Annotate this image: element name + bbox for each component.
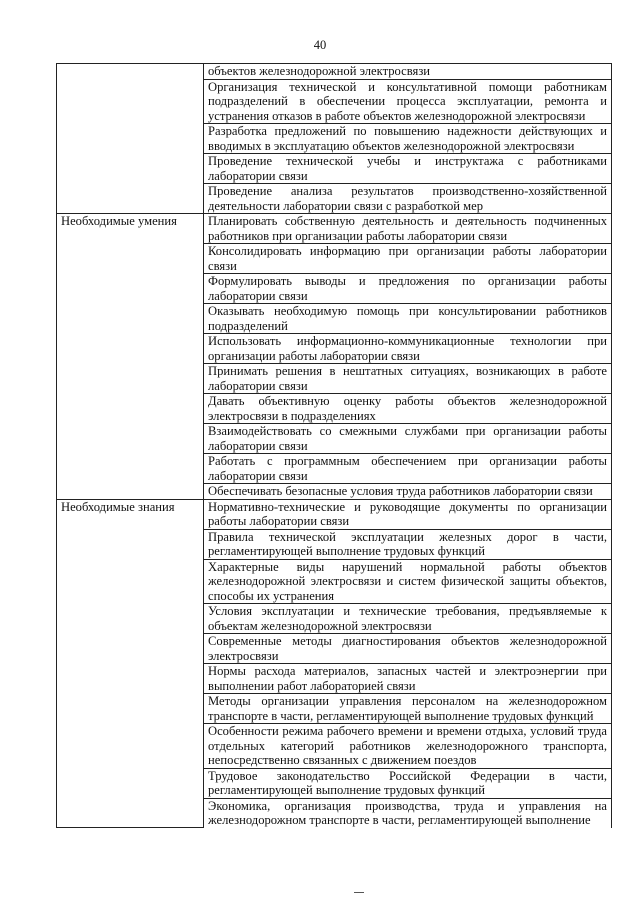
table-cell: Правила технической эксплуатации железных дорог в части, регламентирующей выполнение трудовых функций [204,529,612,559]
table-cell: Проведение технической учебы и инструктажа с работниками лаборатории связи [204,154,612,184]
table-cell: объектов железнодорожной электросвязи [204,64,612,80]
table-cell: Нормативно-технические и руководящие документы по организации работы лаборатории связи [204,499,612,529]
table-cell: Нормы расхода материалов, запасных частей и электроэнергии при выполнении работ лабораторией связи [204,664,612,694]
table-row [57,214,612,244]
table-cell: Организация технической и консультативной помощи работникам подразделений в обеспечении процесса эксплуатации, ремонта и устранения отказов в работе объектов железнодорожной электросвязи [204,79,612,124]
section-label [57,64,204,214]
section-label-knowledge: Необходимые знания [57,499,204,828]
table-cell: Проведение анализа результатов производственно-хозяйственной деятельности лаборатории связи с разработкой мер [204,184,612,214]
table-cell: Формулировать выводы и предложения по организации работы лаборатории связи [204,274,612,304]
section-label-skills: Необходимые умения [57,214,204,500]
table-row [57,64,612,80]
table-cell: Принимать решения в нештатных ситуациях, возникающих в работе лаборатории связи [204,364,612,394]
table-cell: Оказывать необходимую помощь при консультировании работников подразделений [204,304,612,334]
table-cell: Условия эксплуатации и технические требования, предъявляемые к объектам железнодорожной электросвязи [204,604,612,634]
table-cell: Обеспечивать безопасные условия труда работников лаборатории связи [204,484,612,500]
table-cell: Трудовое законодательство Российской Федерации в части, регламентирующей выполнение трудовых функций [204,768,612,798]
table-cell: Особенности режима рабочего времени и времени отдыха, условий труда отдельных категорий работников железнодорожного транспорта, непосредственно связанных с движением поездов [204,724,612,769]
table-cell: Планировать собственную деятельность и деятельность подчиненных работников при организации работы лаборатории связи [204,214,612,244]
table-row [57,499,612,529]
table-cell: Использовать информационно-коммуникационные технологии при организации работы лаборатории связи [204,334,612,364]
requirements-table [56,63,612,828]
table-cell: Взаимодействовать со смежными службами при организации работы лаборатории связи [204,424,612,454]
table-cell: Давать объективную оценку работы объектов железнодорожной электросвязи в подразделениях [204,394,612,424]
table-cell: Разработка предложений по повышению надежности действующих и вводимых в эксплуатацию объектов железнодорожной электросвязи [204,124,612,154]
table-cell: Методы организации управления персоналом на железнодорожном транспорте в части, регламентирующей выполнение трудовых функций [204,694,612,724]
page-number: 40 [313,38,327,52]
table-cell: Современные методы диагностирования объектов железнодорожной электросвязи [204,634,612,664]
table-cell: Консолидировать информацию при организации работы лаборатории связи [204,244,612,274]
table-cell: Экономика, организация производства, труда и управления на железнодорожном транспорте в части, регламентирующей выполнение [204,798,612,828]
table-cell: Характерные виды нарушений нормальной работы объектов железнодорожной электросвязи и систем физической защиты объектов, способы их устранения [204,559,612,604]
page-bottom-mark [354,892,364,893]
table-cell: Работать с программным обеспечением при организации работы лаборатории связи [204,454,612,484]
